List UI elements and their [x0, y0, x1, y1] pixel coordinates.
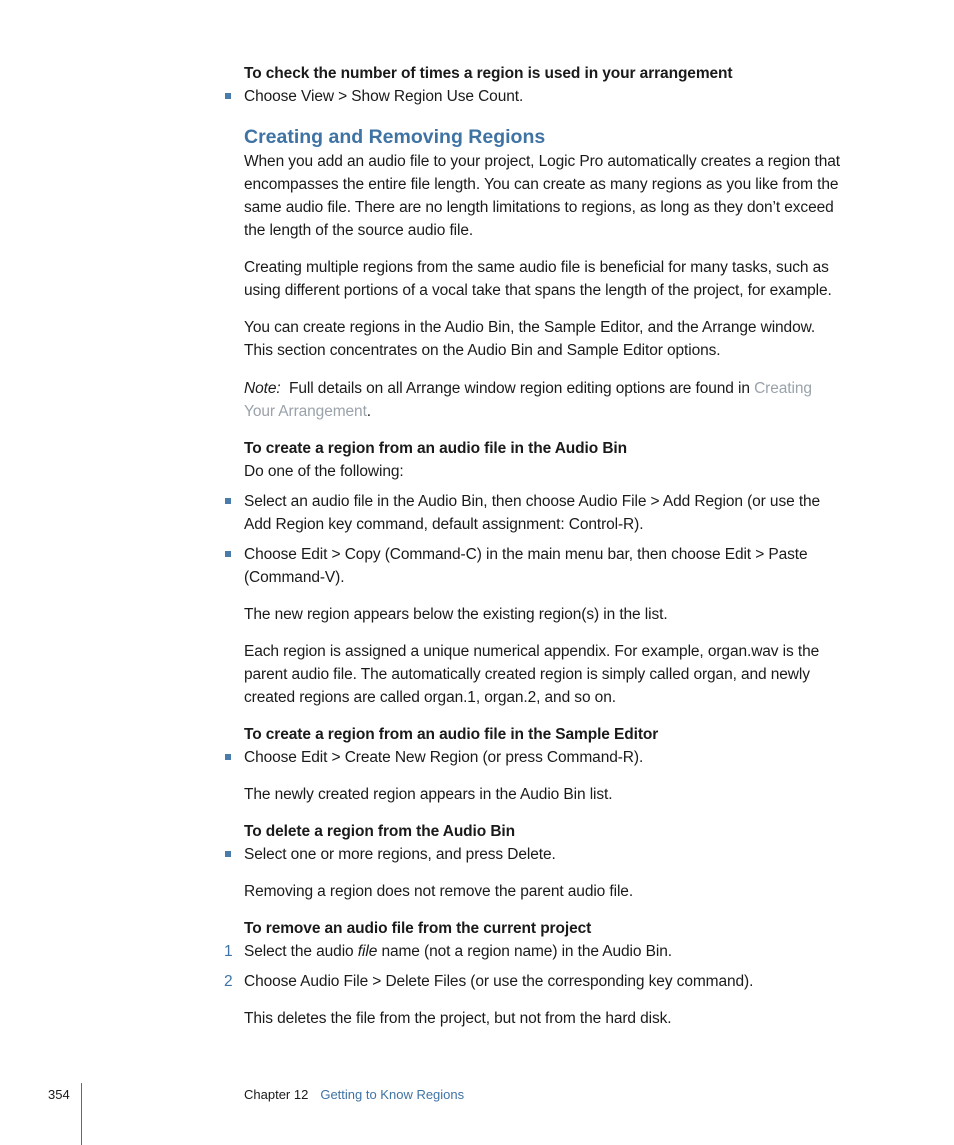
bullet-marker	[225, 93, 231, 99]
paragraph-multiple-regions	[244, 256, 884, 302]
text-line: (Command-V).	[244, 569, 345, 586]
text-line	[244, 377, 884, 400]
chapter-label: Chapter 12	[244, 1087, 309, 1102]
cross-reference-link-cont[interactable]: Your Arrangement	[244, 403, 367, 420]
step-number: 2	[224, 973, 233, 990]
bullet-create-new-region: Choose Edit > Create New Region (or press Command-R).	[244, 749, 644, 766]
note-paragraph	[244, 377, 884, 423]
note-text: Full details on all Arrange window region editing options are found in	[288, 380, 750, 397]
bullet-marker	[225, 851, 231, 857]
text-line: using different portions of a vocal take that spans the length of the project, for example.	[244, 282, 832, 299]
footer-divider	[81, 1083, 82, 1145]
text-line	[244, 400, 884, 423]
text-line: same audio file. There are no length limitations to regions, as long as they don’t exceed	[244, 199, 834, 216]
text-line: You can create regions in the Audio Bin, the Sample Editor, and the Arrange window.	[244, 319, 816, 336]
bullet-marker	[225, 498, 231, 504]
section-title: Creating and Removing Regions	[244, 126, 546, 148]
paragraph-intro	[244, 150, 884, 242]
audio-bin-intro: Do one of the following:	[244, 463, 404, 480]
footer-chapter	[244, 1086, 464, 1104]
task-heading-remove-file: To remove an audio file from the current project	[244, 920, 592, 937]
note-label: Note:	[244, 380, 281, 397]
bullet-show-region-use-count: Choose View > Show Region Use Count.	[244, 88, 524, 105]
step-text: name (not a region name) in the Audio Bin.	[381, 943, 672, 960]
task-heading-check-use-count: To check the number of times a region is used in your arrangement	[244, 65, 733, 82]
step-select-audio-file	[244, 940, 884, 963]
step-emphasis: file	[357, 943, 378, 960]
paragraph-newly-created: The newly created region appears in the Audio Bin list.	[244, 786, 613, 803]
note-period: .	[366, 403, 371, 420]
bullet-copy-paste	[244, 543, 884, 589]
paragraph-where-to-create	[244, 316, 884, 362]
bullet-marker	[225, 551, 231, 557]
text-line: parent audio file. The automatically created region is simply called organ, and newly	[244, 666, 810, 683]
bullet-add-region	[244, 490, 884, 536]
paragraph-removing-region: Removing a region does not remove the parent audio file.	[244, 883, 634, 900]
text-line: the length of the source audio file.	[244, 222, 474, 239]
text-line: This section concentrates on the Audio Bin and Sample Editor options.	[244, 342, 721, 359]
bullet-marker	[225, 754, 231, 760]
paragraph-new-region: The new region appears below the existing region(s) in the list.	[244, 606, 668, 623]
task-heading-audio-bin: To create a region from an audio file in the Audio Bin	[244, 440, 627, 457]
text-line: Each region is assigned a unique numerical appendix. For example, organ.wav is the	[244, 643, 820, 660]
bullet-select-delete: Select one or more regions, and press Delete.	[244, 846, 556, 863]
task-heading-sample-editor: To create a region from an audio file in the Sample Editor	[244, 726, 659, 743]
paragraph-numerical-appendix	[244, 640, 884, 709]
step-text: Select the audio	[244, 943, 354, 960]
cross-reference-link[interactable]: Creating	[754, 380, 812, 397]
text-line: Creating multiple regions from the same audio file is beneficial for many tasks, such as	[244, 259, 829, 276]
page-number: 354	[48, 1087, 70, 1102]
paragraph-deletes-file: This deletes the file from the project, but not from the hard disk.	[244, 1010, 672, 1027]
step-delete-files: Choose Audio File > Delete Files (or use the corresponding key command).	[244, 973, 754, 990]
text-line: created regions are called organ.1, organ.2, and so on.	[244, 689, 616, 706]
text-line: When you add an audio file to your project, Logic Pro automatically creates a region that	[244, 153, 840, 170]
text-line: Choose Edit > Copy (Command-C) in the main menu bar, then choose Edit > Paste	[244, 546, 808, 563]
text-line: Add Region key command, default assignment: Control-R).	[244, 516, 644, 533]
step-number: 1	[224, 943, 233, 960]
text-line: Select an audio file in the Audio Bin, then choose Audio File > Add Region (or use the	[244, 493, 821, 510]
text-line: encompasses the entire file length. You can create as many regions as you like from the	[244, 176, 839, 193]
task-heading-delete-region: To delete a region from the Audio Bin	[244, 823, 516, 840]
chapter-title: Getting to Know Regions	[320, 1087, 465, 1102]
